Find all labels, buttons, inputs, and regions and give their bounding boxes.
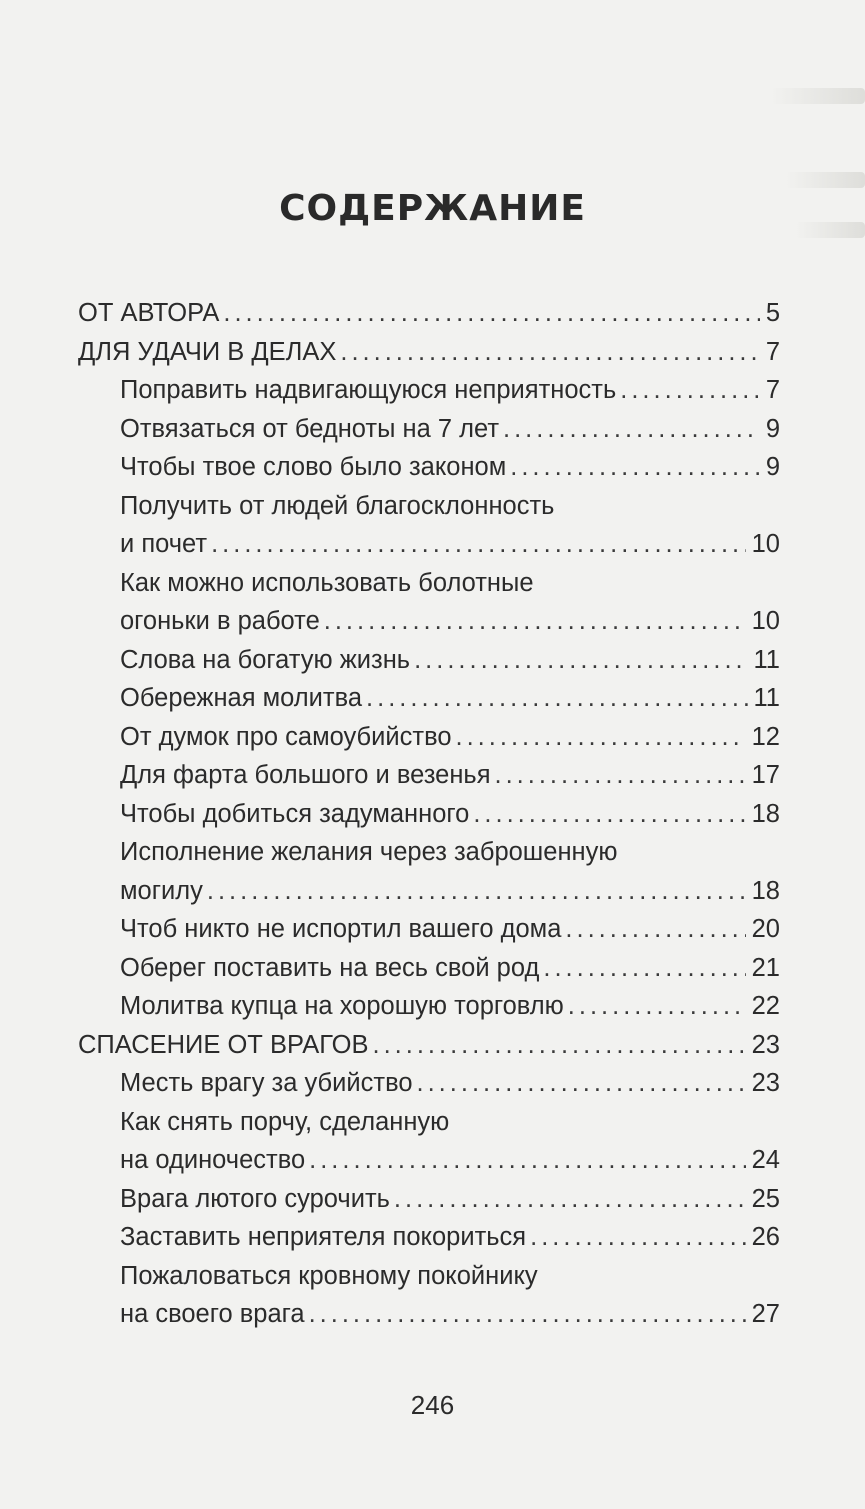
dot-leader: [414, 641, 747, 680]
toc-entry-page-number: 5: [765, 299, 780, 327]
dot-leader: [473, 795, 745, 834]
toc-entry-label-line: Как снять порчу, сделанную: [120, 1107, 450, 1136]
toc-entry-page-number: 7: [765, 376, 780, 404]
toc-entry-page-number: 11: [753, 684, 780, 712]
toc-entry-row: [120, 1141, 780, 1180]
toc-entry-label-line: Как можно использовать болотные: [120, 568, 534, 597]
toc-entry-row: [120, 1218, 780, 1257]
dot-leader: [340, 333, 759, 372]
toc-entry-row: [120, 795, 780, 834]
toc-entry-label-line: Исполнение желания через заброшенную: [120, 838, 618, 866]
toc-entry-row: [120, 949, 780, 988]
toc-entry-label: Обережная молитва: [120, 684, 363, 712]
toc-entry-label: Заставить неприятеля покориться: [120, 1223, 527, 1251]
toc-entry-row: [78, 333, 780, 372]
toc-entry-label: СПАСЕНИЕ ОТ ВРАГОВ: [78, 1030, 369, 1059]
dot-leader: [309, 1295, 746, 1334]
toc-entry-page-number: 23: [751, 1069, 780, 1097]
toc-entry-page-number: 25: [751, 1184, 780, 1213]
toc-entry-page-number: 10: [751, 607, 780, 635]
dot-leader: [456, 718, 746, 757]
toc-entry-label: и почет: [120, 530, 208, 558]
toc-entry-page-number: 11: [753, 645, 780, 674]
toc-entry-section: [78, 333, 780, 372]
toc-entry-subsection: [78, 949, 780, 988]
toc-entry-row: [120, 602, 780, 641]
table-of-contents: [78, 294, 780, 1334]
dot-leader: [568, 987, 746, 1026]
toc-entry-row: [120, 641, 780, 680]
toc-entry-page-number: 17: [751, 761, 780, 789]
dot-leader: [373, 1026, 746, 1065]
toc-entry-subsection: [78, 910, 780, 949]
toc-entry-label: Чтобы твое слово было законом: [120, 453, 507, 481]
toc-entry-subsection: [78, 448, 780, 487]
toc-entry-label-line: Получить от людей благосклонность: [120, 491, 555, 520]
dot-leader: [620, 371, 760, 410]
toc-entry-section: [78, 294, 780, 333]
toc-entry-label: Отвязаться от бедноты на 7 лет: [120, 414, 500, 443]
toc-entry-section: [78, 1026, 780, 1065]
toc-entry-row: [120, 718, 780, 757]
toc-entry-label: Для фарта большого и везенья: [120, 761, 491, 789]
toc-entry-subsection: [78, 718, 780, 757]
toc-entry-label: Врага лютого сурочить: [120, 1184, 390, 1213]
toc-entry-page-number: 12: [751, 722, 780, 751]
toc-entry-row: [78, 1026, 780, 1065]
toc-entry-page-number: 10: [751, 530, 780, 558]
toc-entry-subsection: [78, 987, 780, 1026]
toc-entry-row: [120, 1295, 780, 1334]
toc-entry-row: [120, 371, 780, 410]
dot-leader: [417, 1064, 746, 1103]
toc-entry-label: Молитва купца на хорошую торговлю: [120, 992, 564, 1020]
dot-leader: [366, 679, 747, 718]
show-through-mark: [770, 88, 865, 104]
toc-entry-subsection: [78, 1064, 780, 1103]
toc-entry-label: От думок про самоубийство: [120, 722, 452, 751]
toc-entry-subsection: [78, 679, 780, 718]
toc-entry-page-number: 9: [765, 453, 780, 481]
toc-entry-page-number: 20: [751, 915, 780, 943]
toc-entry-label: Оберег поставить на весь свой род: [120, 953, 540, 982]
toc-entry-row: [120, 1180, 780, 1219]
toc-entry-row: [120, 872, 780, 911]
toc-entry-page-number: 23: [751, 1030, 780, 1059]
dot-leader: [324, 602, 746, 641]
dot-leader: [543, 949, 745, 988]
dot-leader: [211, 525, 746, 564]
toc-entry-label: могилу: [120, 876, 203, 905]
page-number: 246: [410, 1390, 455, 1420]
dot-leader: [207, 872, 746, 911]
toc-entry-row: [120, 987, 780, 1026]
toc-entry-page-number: 7: [765, 337, 780, 366]
toc-entry-subsection: [78, 1257, 780, 1334]
toc-entry-subsection: [78, 641, 780, 680]
toc-entry-label: Чтобы добиться задуманного: [120, 799, 470, 828]
toc-entry-row: [120, 525, 780, 564]
toc-entry-label: огоньки в работе: [120, 607, 320, 635]
dot-leader: [223, 294, 759, 333]
toc-entry-page-number: 9: [765, 414, 780, 443]
toc-entry-page-number: 18: [751, 799, 780, 828]
toc-entry-page-number: 21: [751, 953, 780, 982]
toc-entry-row: [120, 756, 780, 795]
toc-entry-row: [120, 410, 780, 449]
page-title: СОДЕРЖАНИЕ: [279, 188, 586, 229]
toc-entry-subsection: [78, 1218, 780, 1257]
toc-entry-label: Слова на богатую жизнь: [120, 645, 411, 674]
toc-entry-row: [120, 910, 780, 949]
dot-leader: [565, 910, 745, 949]
toc-entry-label: Поправить надвигающуюся неприятность: [120, 376, 617, 404]
toc-entry-subsection: [78, 487, 780, 564]
toc-entry-label: ОТ АВТОРА: [78, 299, 220, 327]
toc-entry-page-number: 18: [751, 876, 780, 905]
toc-entry-row: [120, 448, 780, 487]
dot-leader: [530, 1218, 746, 1257]
toc-entry-label: на своего врага: [120, 1300, 305, 1328]
toc-entry-page-number: 22: [751, 992, 780, 1020]
toc-entry-label: Чтоб никто не испортил вашего дома: [120, 915, 562, 943]
dot-leader: [309, 1141, 745, 1180]
toc-entry-page-number: 24: [751, 1146, 780, 1174]
show-through-mark: [785, 172, 865, 188]
toc-entry-subsection: [78, 564, 780, 641]
toc-entry-subsection: [78, 756, 780, 795]
dot-leader: [503, 410, 760, 449]
toc-entry-subsection: [78, 1103, 780, 1180]
toc-entry-subsection: [78, 371, 780, 410]
toc-entry-label-line: Пожаловаться кровному покойнику: [120, 1261, 538, 1290]
toc-entry-subsection: [78, 1180, 780, 1219]
toc-entry-row: [120, 1064, 780, 1103]
dot-leader: [495, 756, 746, 795]
toc-entry-subsection: [78, 795, 780, 834]
toc-entry-row: [78, 294, 780, 333]
dot-leader: [510, 448, 760, 487]
toc-entry-row: [120, 679, 780, 718]
toc-entry-page-number: 27: [751, 1300, 780, 1328]
toc-entry-label: ДЛЯ УДАЧИ В ДЕЛАХ: [78, 337, 337, 366]
dot-leader: [394, 1180, 746, 1219]
toc-entry-label: Месть врагу за убийство: [120, 1069, 413, 1097]
toc-entry-subsection: [78, 410, 780, 449]
toc-entry-label: на одиночество: [120, 1146, 306, 1174]
toc-entry-page-number: 26: [751, 1223, 780, 1251]
toc-entry-subsection: [78, 833, 780, 910]
